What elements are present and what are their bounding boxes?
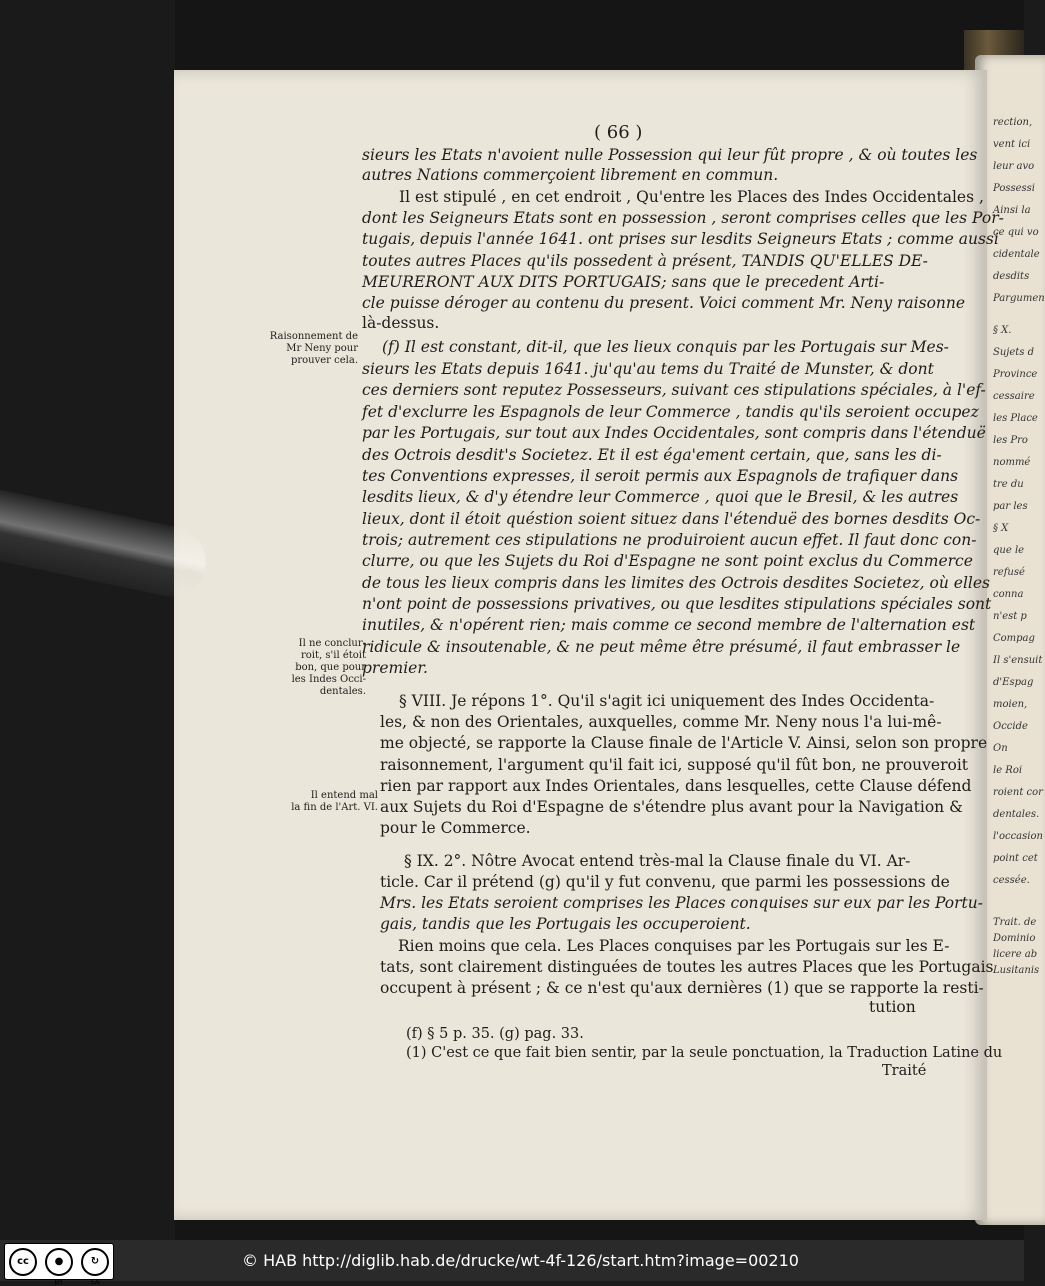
next-page-fragment: conna <box>993 589 1024 600</box>
text-line: dont les Seigneurs Etats sont en possession , seront comprises celles que les Por- <box>362 209 1004 227</box>
text-line: sieurs les Etats depuis 1641. ju'qu'au tems du Traité de Munster, & dont <box>362 360 934 378</box>
sa-icon <box>81 1248 109 1286</box>
cc-license-badge[interactable] <box>4 1243 114 1286</box>
next-page-fragment: vent ici <box>993 139 1031 150</box>
text-line: cle puisse déroger au contenu du present. Voici comment Mr. Neny raisonne <box>362 294 966 312</box>
text-line: n'ont point de possessions privatives, ou que lesdites stipulations spéciales sont <box>362 595 992 613</box>
person-icon: ● <box>54 1256 64 1267</box>
next-page-fragment: d'Espag <box>993 677 1034 688</box>
next-page-fragment: tre du <box>993 479 1024 490</box>
next-page-fragment: § X <box>993 523 1009 534</box>
text-line: ticle. Car il prétend (g) qu'il y fut convenu, que parmi les possessions de <box>380 873 950 891</box>
margin-note-3-line: la fin de l'Art. VI. <box>291 802 378 813</box>
text-line: fet d'exclurre les Espagnols de leur Commerce , tandis qu'ils seroient occupez <box>362 403 979 421</box>
next-page-fragment: les Pro <box>993 435 1028 446</box>
section-ix-heading: § IX. 2°. Nôtre Avocat entend très-mal la Clause finale du VI. Ar- <box>404 852 911 870</box>
margin-note-2-line: les Indes Occi- <box>291 674 366 685</box>
by-icon <box>45 1248 73 1286</box>
text-line: premier. <box>362 659 428 677</box>
text-line: ces derniers sont reputez Possesseurs, suivant ces stipulations spéciales, à l'ef- <box>362 381 986 399</box>
next-page-fragment: nommé <box>993 457 1031 468</box>
text-line: MEURERONT AUX DITS PORTUGAIS; sans que le precedent Arti- <box>362 273 885 291</box>
text-line: sieurs les Etats n'avoient nulle Possession qui leur fût propre , & où toutes les <box>362 146 978 164</box>
text-line: gais, tandis que les Portugais les occuperoient. <box>380 915 751 933</box>
margin-note-1-line: prouver cela. <box>290 355 358 366</box>
next-page-fragment: cessée. <box>993 875 1030 886</box>
text-line: tes Conventions expresses, il seroit permis aux Espagnols de trafiquer dans <box>362 467 959 485</box>
margin-note-2-line: dentales. <box>319 686 366 697</box>
next-page-fragment: l'occasion <box>993 831 1043 842</box>
text-line: lesdits lieux, & d'y étendre leur Commerce , quoi que le Bresil, & les autres <box>362 488 959 506</box>
next-page-fragment: dentales. <box>993 809 1040 820</box>
footnote: (f) § 5 p. 35. (g) pag. 33. <box>406 1026 584 1042</box>
catchword: tution <box>869 998 916 1016</box>
footer-bar <box>0 1240 1024 1286</box>
next-page-fragment: roient cor <box>993 787 1043 798</box>
next-page-fragment: Pargumen <box>993 293 1045 304</box>
margin-note-3-line: Il entend mal <box>310 790 378 801</box>
text-line: tugais, depuis l'année 1641. ont prises sur lesdits Seigneurs Etats ; comme aussi <box>362 230 999 248</box>
margin-note-2-line: roit, s'il étoit <box>300 650 366 661</box>
text-line: pour le Commerce. <box>380 819 531 837</box>
text-line: des Octrois desdit's Societez. Et il est éga'ement certain, que, sans les di- <box>362 446 942 464</box>
next-page-fragment: desdits <box>993 271 1030 282</box>
next-page-fragment: Compag <box>993 633 1035 644</box>
next-page-fragment: On <box>993 743 1008 754</box>
next-page-fragment: refusé <box>993 567 1025 578</box>
share-alike-icon: ↻ <box>90 1256 100 1267</box>
next-page-fragment: le Roi <box>993 765 1023 776</box>
next-page-fragment: que le <box>993 545 1025 556</box>
margin-note-1-line: Mr Neny pour <box>286 343 358 354</box>
next-page-fragment: point cet <box>993 853 1038 864</box>
next-page-fragment: Ainsi la <box>993 205 1031 216</box>
text-line: autres Nations commerçoient librement en commun. <box>362 166 779 184</box>
page-number: ( 66 ) <box>594 122 643 143</box>
text-line: de tous les lieux compris dans les limites des Octrois desdites Societez, où elles <box>362 574 990 592</box>
text-line: Il est stipulé , en cet endroit , Qu'entre les Places des Indes Occidentales , <box>399 188 984 206</box>
sa-label: SA <box>90 1277 100 1286</box>
text-line: (f) Il est constant, dit-il, que les lieux conquis par les Portugais sur Mes- <box>382 338 949 356</box>
next-page-fragment: leur avo <box>993 161 1035 172</box>
book-page <box>174 70 1004 1220</box>
next-page-fragment: Trait. de <box>993 917 1037 928</box>
next-page-fragment: les Place <box>993 413 1038 424</box>
next-page-fragment: par les <box>993 501 1028 512</box>
cc-icon: cc <box>9 1248 37 1276</box>
margin-note-2-line: bon, que pour <box>295 662 366 673</box>
text-line: trois; autrement ces stipulations ne produiroient aucun effet. Il faut donc con- <box>362 531 977 549</box>
text-line: rien par rapport aux Indes Orientales, dans lesquelles, cette Clause défend <box>380 777 972 795</box>
text-line: clurre, ou que les Sujets du Roi d'Espagne ne sont point exclus du Commerce <box>362 552 973 570</box>
by-label: BY <box>54 1277 64 1286</box>
text-line: toutes autres Places qu'ils possedent à présent, TANDIS QU'ELLES DE- <box>362 252 928 270</box>
next-page-fragment: Province <box>993 369 1038 380</box>
next-page-fragment: licere ab <box>993 949 1038 960</box>
margin-note-1-line: Raisonnement de <box>269 331 358 342</box>
text-line: me objecté, se rapporte la Clause finale de l'Article V. Ainsi, selon son propre <box>380 734 988 752</box>
text-line: ridicule & insoutenable, & ne peut même être présumé, il faut embrasser le <box>362 638 961 656</box>
text-line: raisonnement, l'argument qu'il fait ici, supposé qu'il fût bon, ne prouveroit <box>380 756 969 774</box>
text-line: occupent à présent ; & ce n'est qu'aux dernières (1) que se rapporte la resti- <box>380 979 984 997</box>
footnote: Traité <box>882 1063 927 1079</box>
next-page-fragment: Il s'ensuit <box>993 655 1043 666</box>
next-page-fragment: Lusitanis <box>993 965 1040 976</box>
next-page-fragment: moien, <box>993 699 1028 710</box>
next-page-fragment: rection, <box>993 117 1033 128</box>
credit-link[interactable]: © HAB http://diglib.hab.de/drucke/wt-4f-126/start.htm?image=00210 <box>242 1251 799 1270</box>
text-line: Rien moins que cela. Les Places conquises par les Portugais sur les E- <box>398 937 950 955</box>
next-page-fragment: Possessi <box>993 183 1035 194</box>
section-viii-heading: § VIII. Je répons 1°. Qu'il s'agit ici uniquement des Indes Occidenta- <box>399 692 935 710</box>
next-page-fragment: Occide <box>993 721 1028 732</box>
dark-background <box>0 0 175 1240</box>
next-page-fragment: § X. <box>993 325 1012 336</box>
next-page-fragment: cidentale <box>993 249 1040 260</box>
next-page-fragment: cessaire <box>993 391 1035 402</box>
text-line: les, & non des Orientales, auxquelles, comme Mr. Neny nous l'a lui-mê- <box>380 713 942 731</box>
text-line: inutiles, & n'opérent rien; mais comme ce second membre de l'alternation est <box>362 616 976 634</box>
margin-note-2-line: Il ne conclur- <box>298 638 366 649</box>
text-line: lieux, dont il étoit quéstion soient situez dans l'étenduë des bornes desdits Oc- <box>362 510 981 528</box>
text-line: là-dessus. <box>362 314 440 332</box>
text-line: tats, sont clairement distinguées de toutes les autres Places que les Portugais <box>380 958 994 976</box>
text-line: aux Sujets du Roi d'Espagne de s'étendre plus avant pour la Navigation & <box>380 798 963 816</box>
next-page-fragment: Sujets d <box>993 347 1035 358</box>
next-page-fragment: n'est p <box>993 611 1027 622</box>
text-line: Mrs. les Etats seroient comprises les Places conquises sur eux par les Portu- <box>380 894 983 912</box>
text-line: par les Portugais, sur tout aux Indes Occidentales, sont compris dans l'étenduë <box>362 424 986 442</box>
next-page-fragment: Dominio <box>993 933 1036 944</box>
next-page-fragment: ce qui vo <box>993 227 1039 238</box>
footnote: (1) C'est ce que fait bien sentir, par la seule ponctuation, la Traduction Latine du <box>406 1045 1003 1061</box>
